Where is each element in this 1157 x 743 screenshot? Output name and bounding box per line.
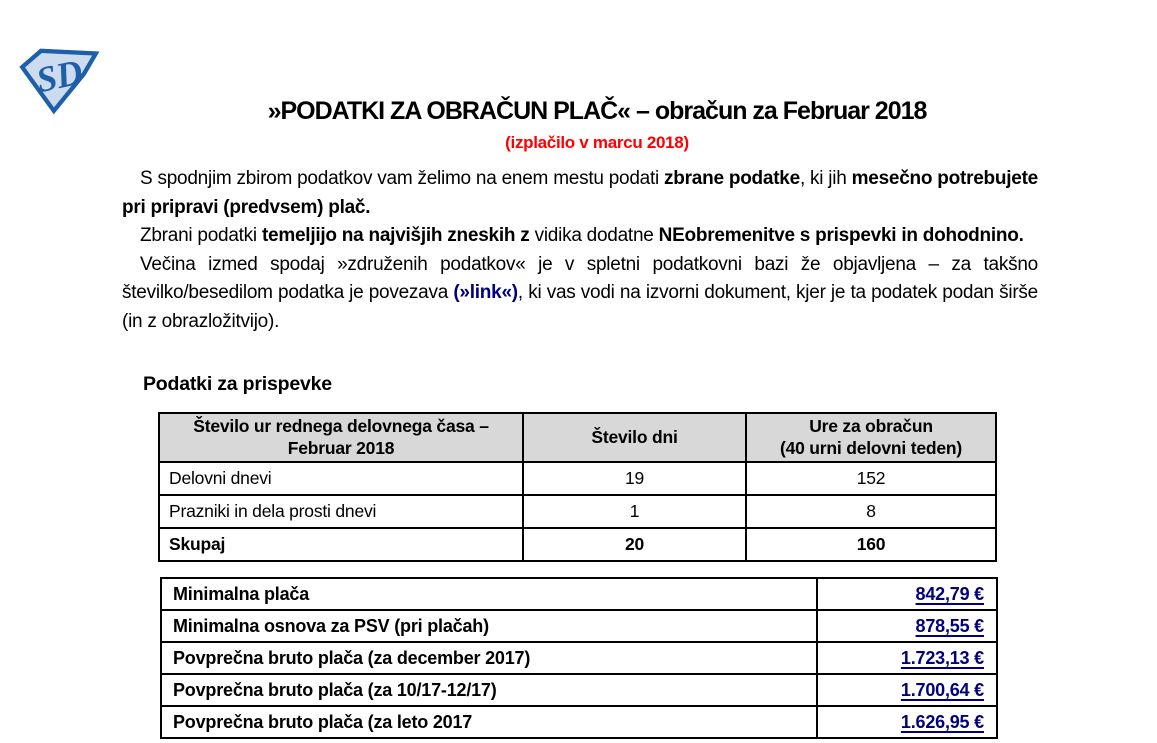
amount-link[interactable]: 878,55 € <box>915 615 984 636</box>
header-hours-regular: Število ur rednega delovnega časa – Februar 2018 <box>159 413 523 462</box>
paragraph-3 <box>122 251 1038 337</box>
body-text <box>122 165 1038 337</box>
row-hours: 8 <box>746 495 996 528</box>
row-hours: 152 <box>746 462 996 495</box>
header-hours-calc <box>746 413 996 462</box>
sd-logo <box>16 44 102 116</box>
table-row <box>161 706 997 738</box>
row-days: 1 <box>523 495 746 528</box>
text-run: , ki jih <box>799 168 852 189</box>
section-heading-prispevki: Podatki za prispevke <box>143 373 332 395</box>
amount-cell <box>817 642 997 674</box>
text-run: vidika dodatne <box>534 225 659 247</box>
table-row <box>161 610 997 642</box>
document-subtitle: (izplačilo v marcu 2018) <box>505 133 689 152</box>
text-run: Večina izmed spodaj »združenih podatkov« je v spletni podatkovni bazi že objavljena – za takšno številko/besedilom podatka je povezava <box>122 253 1038 304</box>
row-days: 19 <box>523 462 746 495</box>
amount-label: Povprečna bruto plača (za 10/17-12/17) <box>161 674 817 706</box>
amount-cell <box>817 674 997 706</box>
amount-link[interactable]: 1.626,95 € <box>900 711 984 732</box>
text-run-bold: mesečno potrebujete pri pripravi (predvsem) plač. <box>122 168 1038 218</box>
amounts-table <box>160 577 998 739</box>
amount-cell <box>817 610 997 642</box>
row-label: Delovni dnevi <box>159 462 523 495</box>
table-row <box>159 462 996 495</box>
header-days: Število dni <box>523 413 746 462</box>
amount-link[interactable]: 1.723,13 € <box>900 647 984 668</box>
text-run-bold: temeljijo na najvišjih zneskih z <box>261 225 535 247</box>
text-run-bold: NEobremenitve s prispevki in dohodnino. <box>658 225 1024 247</box>
table-row <box>161 578 997 610</box>
amount-link[interactable]: 842,79 € <box>915 583 984 604</box>
text-run: , ki vas vodi na izvorni dokument, kjer je ta podatek podan širše (in z obrazložitvijo). <box>122 282 1038 332</box>
table-row <box>159 495 996 528</box>
amount-label: Minimalna osnova za PSV (pri plačah) <box>161 610 817 642</box>
paragraph-1 <box>122 165 1038 222</box>
amount-cell <box>817 578 997 610</box>
row-label: Prazniki in dela prosti dnevi <box>159 495 523 528</box>
amount-label: Minimalna plača <box>161 578 817 610</box>
paragraph-2 <box>122 222 1038 251</box>
table-row <box>161 674 997 706</box>
header-hours-calc-line1: Ure za obračun <box>809 415 933 436</box>
amount-label: Povprečna bruto plača (za leto 2017 <box>161 706 817 738</box>
hours-table <box>158 412 997 562</box>
amount-cell <box>817 706 997 738</box>
link-example: (»link«) <box>453 282 518 304</box>
row-label: Skupaj <box>159 528 523 561</box>
table-row <box>161 642 997 674</box>
shield-icon <box>16 44 102 116</box>
amount-link[interactable]: 1.700,64 € <box>900 679 984 700</box>
text-run-bold: zbrane podatke <box>664 168 800 189</box>
header-hours-calc-line2: (40 urni delovni teden) <box>779 437 963 458</box>
table-row-total <box>159 528 996 561</box>
hours-table-header-row <box>159 413 996 462</box>
row-hours: 160 <box>746 528 996 561</box>
text-run: Zbrani podatki <box>140 225 262 247</box>
row-days: 20 <box>523 528 746 561</box>
amount-label: Povprečna bruto plača (za december 2017) <box>161 642 817 674</box>
text-run: S spodnjim zbirom podatkov vam želimo na enem mestu podati <box>140 168 665 189</box>
document-title: »PODATKI ZA OBRAČUN PLAČ« – obračun za Februar 2018 <box>267 97 927 125</box>
logo-letters: SD <box>32 51 87 101</box>
